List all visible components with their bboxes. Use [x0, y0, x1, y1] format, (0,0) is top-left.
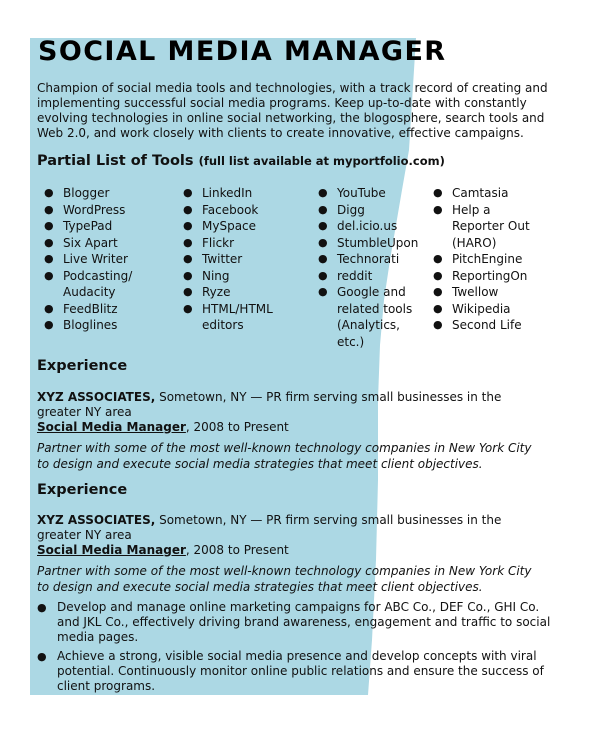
tools-list-col4 — [433, 185, 548, 334]
experience-heading: Experience — [37, 358, 128, 374]
tool-item: ● HTML/HTML editors — [183, 301, 292, 334]
tool-item: ● MySpace — [183, 218, 313, 235]
tool-item: ● FeedBlitz — [44, 301, 174, 318]
page-title: SOCIAL MEDIA MANAGER — [38, 36, 447, 67]
tool-item: ● PitchEngine — [433, 251, 548, 268]
tool-item: ● Google and related tools (Analytics, etc.) — [318, 284, 417, 350]
company-detail: Sometown, NY — PR firm serving small businesses in the greater NY area — [37, 513, 502, 542]
company-line — [37, 390, 537, 420]
tool-item: ● Digg — [318, 202, 428, 219]
role-line — [37, 543, 289, 557]
role-dates: , 2008 to Present — [185, 543, 289, 557]
tool-item: ● Second Life — [433, 317, 548, 334]
tools-list-col1 — [44, 185, 174, 334]
tools-heading — [37, 153, 445, 169]
experience-heading: Experience — [37, 482, 128, 498]
role-title: Social Media Manager — [37, 543, 186, 557]
role-description: Partner with some of the most well-known technology companies in New York City to design and execute social media strategies that meet client objectives. — [37, 564, 532, 594]
responsibility-item: ● Achieve a strong, visible social media presence and develop concepts with viral potential. Continuously monitor online public relations and ensure the success of client programs. — [37, 649, 557, 694]
role-line — [37, 420, 289, 434]
tool-item: ● reddit — [318, 268, 428, 285]
tool-item: ● Twitter — [183, 251, 313, 268]
company-line — [37, 513, 537, 543]
tool-item: ● StumbleUpon — [318, 235, 428, 252]
tool-item: ● Six Apart — [44, 235, 174, 252]
company-name: XYZ ASSOCIATES, — [37, 390, 156, 404]
tool-item: ● Ning — [183, 268, 313, 285]
role-dates: , 2008 to Present — [185, 420, 289, 434]
tool-item: ● Ryze — [183, 284, 313, 301]
tool-item: ● Flickr — [183, 235, 313, 252]
intro-paragraph: Champion of social media tools and technologies, with a track record of creating and implementing successful social media programs. Keep up-to-date with constantly evolving technologies in online social networking, the blogosphere, search tools and Web 2.0, and work closely with clients to create innovative, effective campaigns. — [37, 81, 548, 140]
tool-item: ● Help a Reporter Out (HARO) — [433, 202, 544, 252]
tool-item: ● Blogger — [44, 185, 174, 202]
tool-item: ● Camtasia — [433, 185, 548, 202]
responsibilities-list — [37, 600, 557, 698]
company-name: XYZ ASSOCIATES, — [37, 513, 156, 527]
tool-item: ● Wikipedia — [433, 301, 548, 318]
tools-heading-note: (full list available at myportfolio.com) — [198, 154, 445, 168]
tool-item: ● Podcasting/ Audacity — [44, 268, 153, 301]
responsibility-item: ● Develop and manage online marketing campaigns for ABC Co., DEF Co., GHI Co. and JKL Co., effectively driving brand awareness, engagement and traffic to social media pages. — [37, 600, 557, 645]
tool-item: ● Technorati — [318, 251, 428, 268]
tool-item: ● TypePad — [44, 218, 174, 235]
tool-item: ● Facebook — [183, 202, 313, 219]
tools-heading-text: Partial List of Tools — [37, 153, 194, 169]
company-detail: Sometown, NY — PR firm serving small businesses in the greater NY area — [37, 390, 502, 419]
tools-list-col3 — [318, 185, 428, 350]
tool-item: ● del.icio.us — [318, 218, 428, 235]
tool-item: ● Bloglines — [44, 317, 174, 334]
role-description: Partner with some of the most well-known technology companies in New York City to design and execute social media strategies that meet client objectives. — [37, 441, 532, 471]
tool-item: ● YouTube — [318, 185, 428, 202]
tool-item: ● ReportingOn — [433, 268, 548, 285]
tools-list-col2 — [183, 185, 313, 334]
tool-item: ● Twellow — [433, 284, 548, 301]
role-title: Social Media Manager — [37, 420, 186, 434]
tool-item: ● Live Writer — [44, 251, 174, 268]
tool-item: ● WordPress — [44, 202, 174, 219]
tool-item: ● LinkedIn — [183, 185, 313, 202]
